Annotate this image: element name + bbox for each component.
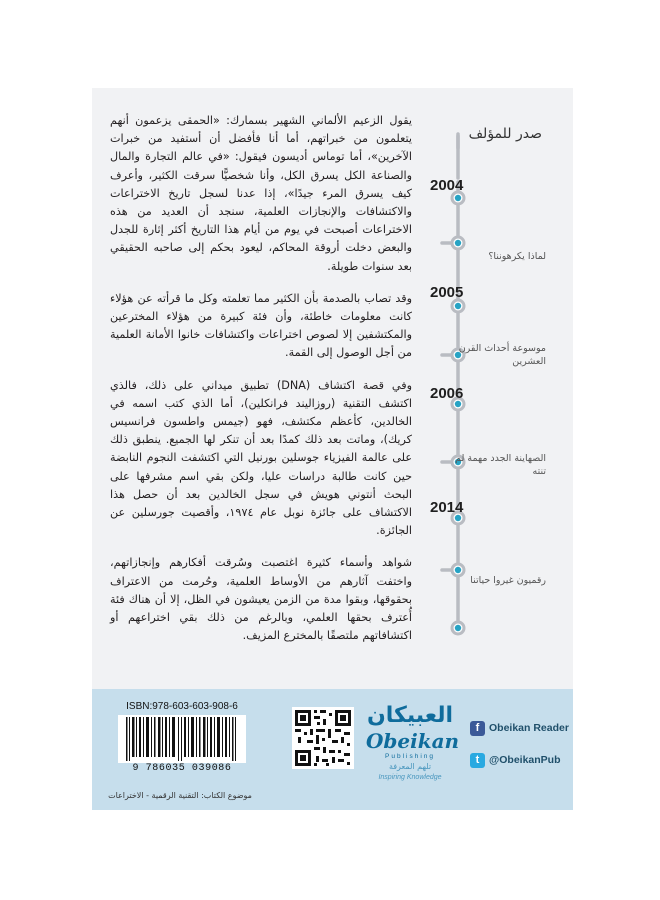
social-twitter-label: @ObeikanPub: [489, 754, 561, 766]
barcode-icon: [118, 715, 246, 763]
barcode-digits: 9 786035 039086: [132, 763, 232, 774]
publisher-slogan-english: Inspiring Knowledge: [378, 774, 442, 781]
isbn-number: ISBN:978-603-603-908-6: [126, 701, 238, 712]
blurb-paragraph-2: وقد تصاب بالصدمة بأن الكثير مما تعلمته وكل ما قرأته عن هؤلاء كانت معلومات خاطئة، وأن فئة كبيرة من هؤلاء المخترعين والمكتشفين إلا لصوص اختراعات واكتشافات خانوا الأمانة العلمية من أجل الوصول إلى القمة.: [110, 291, 412, 360]
timeline-book-title: الصهاينة الجدد مهمة لم تنته: [455, 453, 546, 477]
social-facebook[interactable]: [470, 719, 569, 737]
timeline-year: 2006: [430, 385, 464, 402]
timeline-book-title: موسوعة أحداث القرن العشرين: [458, 343, 546, 367]
timeline-graphic: [92, 88, 573, 688]
publisher-name-english: Obeikan: [366, 729, 460, 753]
book-back-cover: [92, 88, 573, 810]
blurb-paragraph-3: وفي قصة اكتشاف (DNA) تطبيق ميداني على ذلك، فالذي اكتشف التقنية (روزاليند فرانكلين)، أما الذي كتب اسمه في الخالدين، كأعظم مكتشف، فهو (جيمس واطسون فرانسيس كريك)، وماتت بعد ذلك كمدًا بعد أن تنكر لها الجميع. ينطبق ذلك على عالمة الفيزياء جوسلين بورنيل التي اكتشفت النجوم النابضة حين كانت طالبة دراسات عليا، ولكن بقي اسم مشرفها على البحث أنتوني هويش في سجل الخالدين بعد أن حصل هذا الاكتشاف على جائزة نوبل عام ١٩٧٤، وأقصيت جورسلين عن الجائزة.: [110, 378, 413, 538]
isbn-barcode: [118, 701, 246, 785]
timeline-year: 2005: [430, 284, 464, 301]
blurb-paragraph-4: شواهد وأسماء كثيرة اغتصبت وسُرقت أفكارهم وإنجازاتهم، واختفت آثارهم من الأوساط العلمية، وحُرمت من الاعتراف بحقوقها، وبقوا مدة من الزمن يعيشون في الظل، إلا أن هناك فئة أُعترف بحقها العلمي، وبالرغم من ذلك بقي اختراعهم أو اكتشافاتهم ملتصقًا بالمخترع المزيف.: [110, 556, 412, 643]
timeline-book-title: لماذا يكرهوننا؟: [488, 251, 546, 262]
social-twitter[interactable]: [470, 751, 561, 769]
twitter-icon: t: [470, 753, 485, 768]
facebook-icon: f: [470, 721, 485, 736]
blurb-paragraph-1: يقول الزعيم الألماني الشهير بسمارك: «الحمقى يزعمون أنهم يتعلمون من خبراتهم، أما أنا فأفضل أن أستفيد من خبرات الآخرين»، أما توماس أديسون فيقول: «في عالم التجارة والمال والصناعة الكل يسرق الكل، وأنا شخصيًّا سرقت الكثير، وأعرف كيف يسرق المرء جيدًا»، إذا عدنا لسجل تاريخ الاختراعات والاكتشافات والإنجازات العلمية، سنجد أن العديد من هذه الاختراعات أصبحت في يوم من أيام هذا التاريخ أكثر إثارة للجدل والبعض دخلت أروقة المحاكم، ليعود بحكم إلى صاحبه الحقيقي بعد سنوات طويلة.: [110, 114, 412, 273]
qr-code-icon[interactable]: [292, 707, 354, 769]
publisher-name-arabic: العبيكان: [366, 703, 453, 728]
footer-band: [92, 689, 573, 810]
publisher-label: Publishing: [385, 753, 435, 760]
timeline-title: صدر للمؤلف: [468, 126, 542, 142]
timeline-year: 2004: [430, 177, 464, 194]
social-facebook-label: Obeikan Reader: [489, 722, 569, 734]
timeline-book-title: رقميون غيروا حياتنا: [470, 575, 546, 586]
book-subject: موضوع الكتاب: التقنية الرقمية - الاختراعات: [108, 791, 252, 800]
publisher-slogan-arabic: تلهم المعرفة: [388, 762, 432, 771]
timeline-year: 2014: [430, 499, 464, 516]
